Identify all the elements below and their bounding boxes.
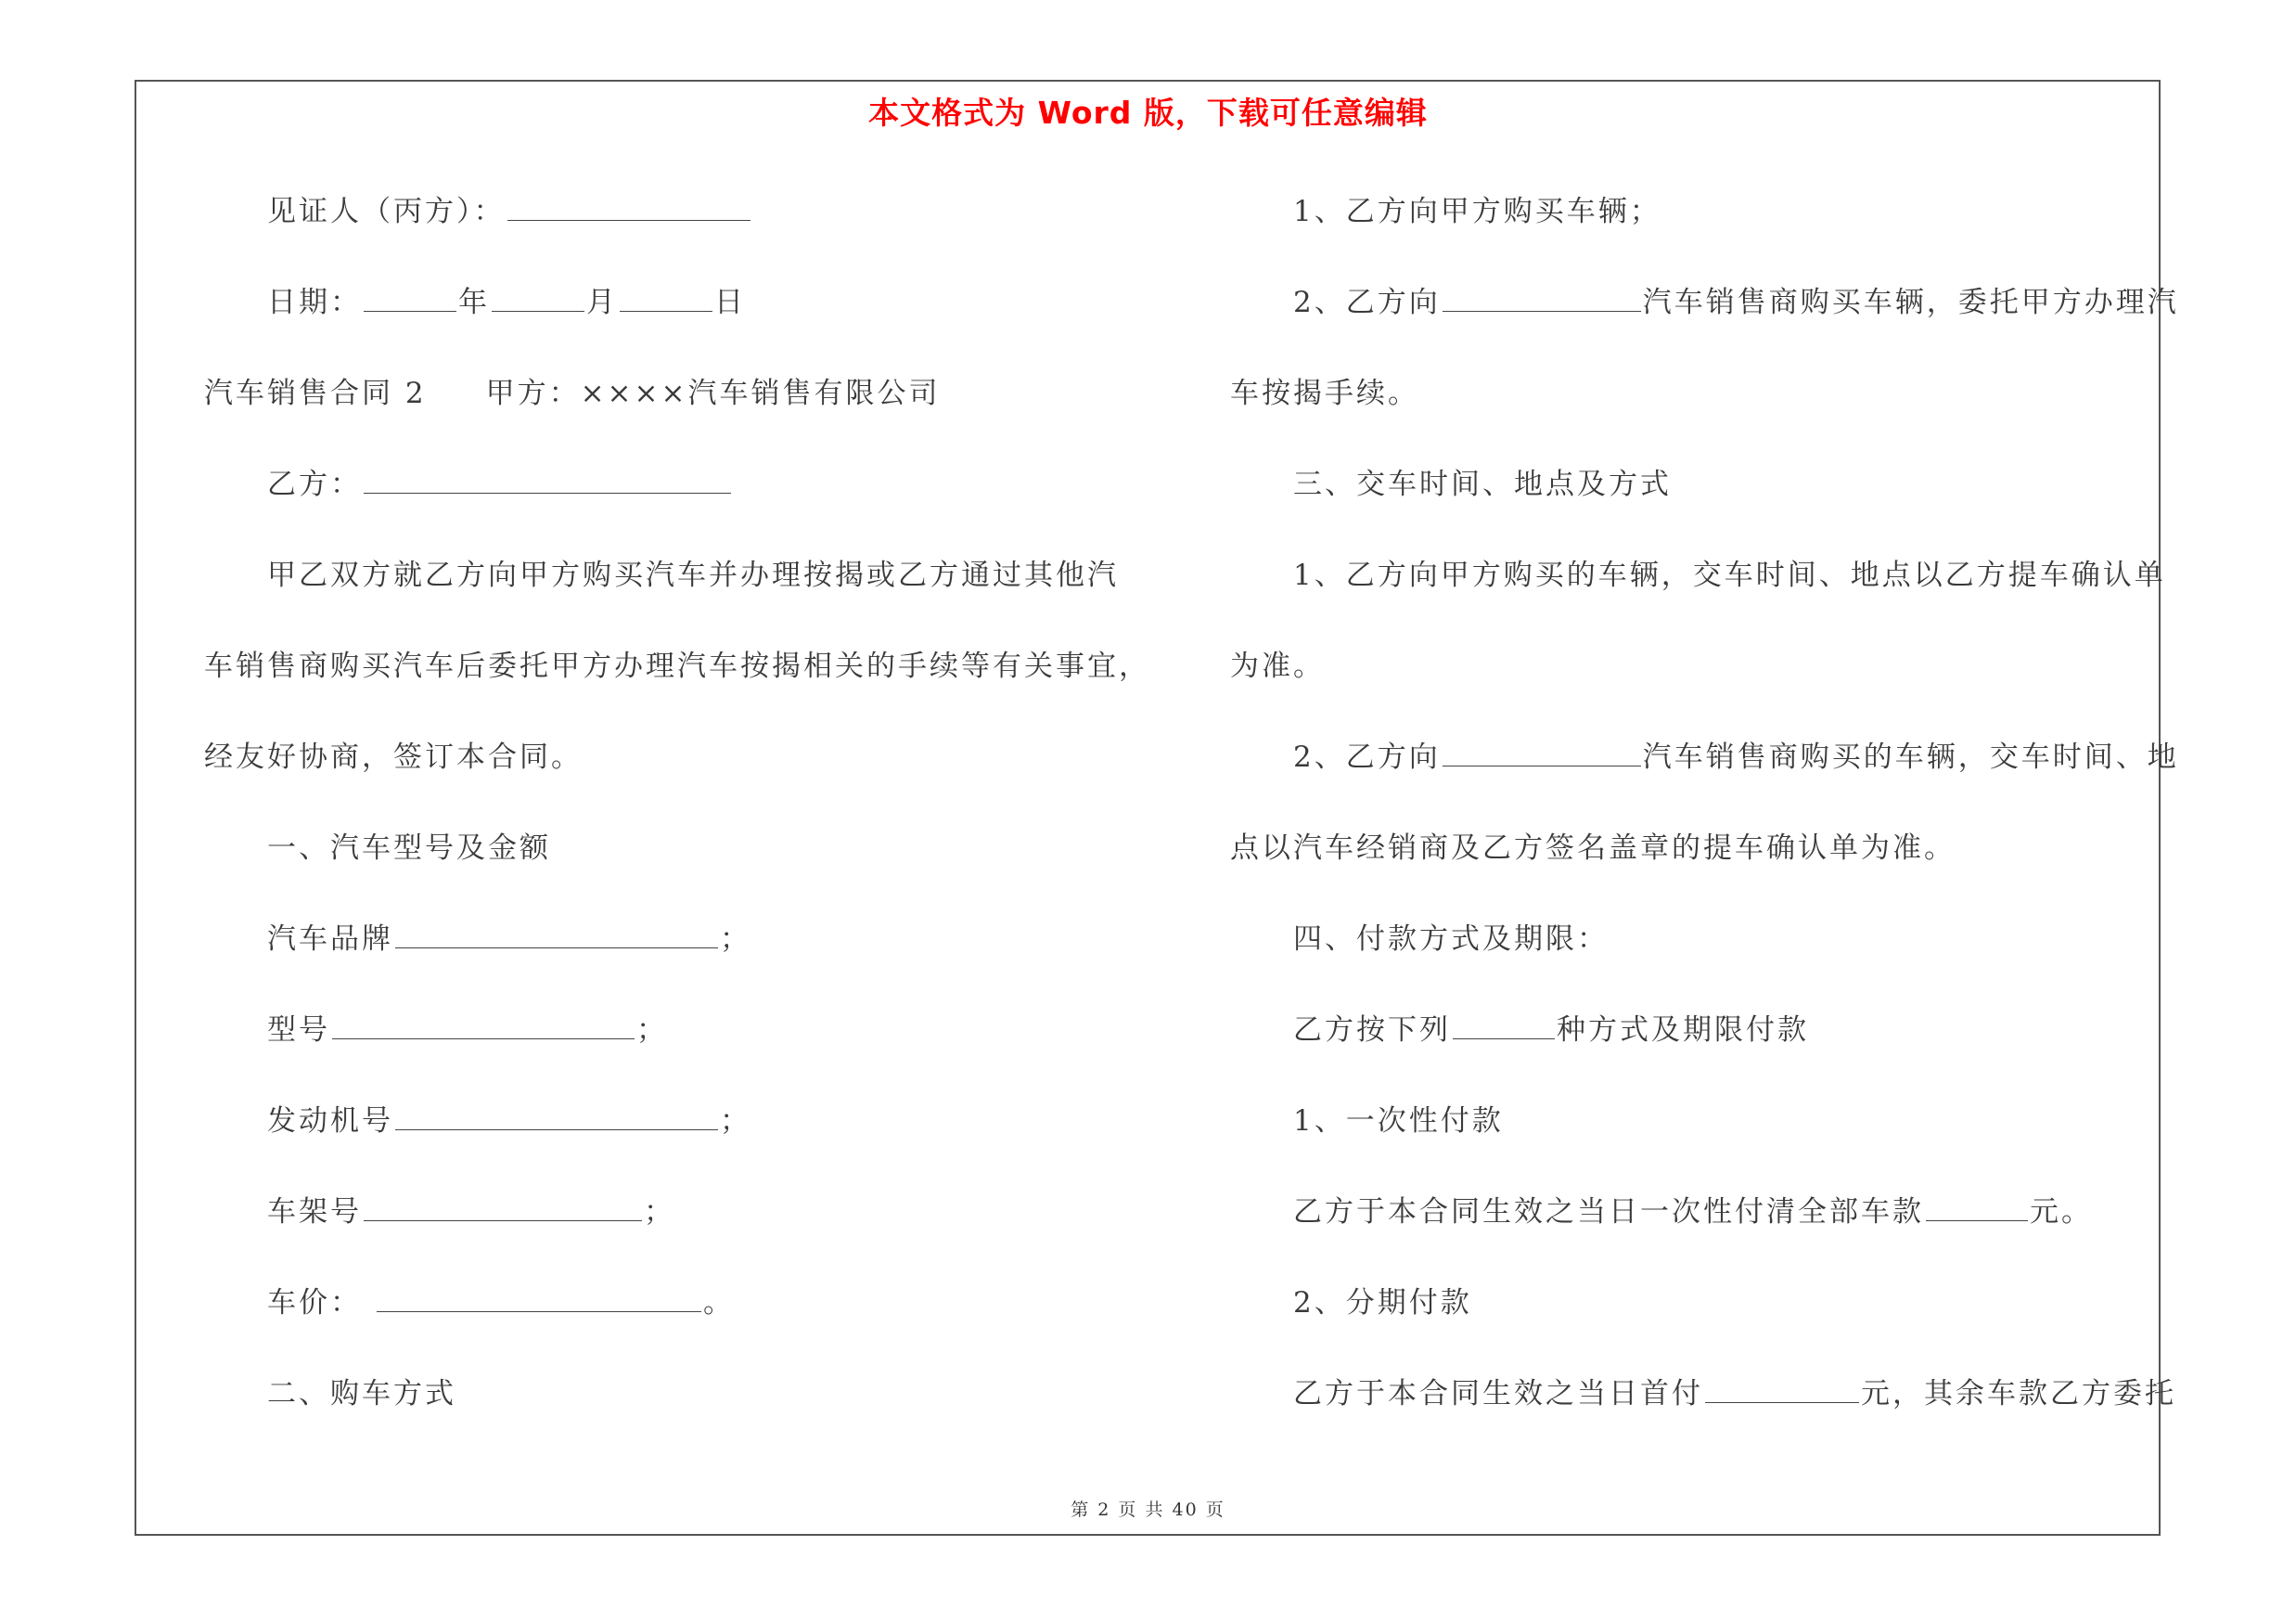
model-blank	[332, 1014, 635, 1039]
payment-1-suffix: 元。	[2030, 1195, 2093, 1229]
month-blank	[492, 287, 584, 312]
brand-blank	[395, 923, 718, 948]
section-1-heading: 一、汽车型号及金额	[267, 831, 551, 865]
payment-2-prefix: 乙方于本合同生效之当日首付	[1293, 1377, 1703, 1410]
frame-label: 车架号	[267, 1195, 362, 1229]
payment-1-text	[1230, 1193, 2093, 1230]
engine-blank	[395, 1105, 718, 1130]
party-b-label: 乙方：	[267, 468, 362, 501]
brand-semicolon: ；	[720, 922, 751, 956]
delivery-2-line-2: 点以汽车经销商及乙方签名盖章的提车确认单为准。	[1230, 831, 1956, 865]
delivery-2-line-1	[1230, 739, 2179, 776]
year-blank	[364, 287, 456, 312]
engine-semicolon: ；	[720, 1104, 751, 1138]
purchase-option-2	[1230, 284, 2179, 321]
down-payment-blank	[1705, 1378, 1859, 1403]
intro-line-2: 车销售商购买汽车后委托甲方办理汽车按揭相关的手续等有关事宜，	[204, 650, 1150, 683]
day-blank	[620, 287, 712, 312]
frame-line	[204, 1193, 675, 1230]
brand-label: 汽车品牌	[267, 922, 393, 956]
full-amount-blank	[1926, 1196, 2028, 1221]
dealer-blank-2	[1443, 741, 1641, 766]
model-semicolon: ；	[636, 1013, 668, 1047]
purchase-option-1: 1、乙方向甲方购买车辆；	[1293, 195, 1661, 228]
date-line	[204, 284, 746, 321]
payment-2-heading: 2、分期付款	[1293, 1286, 1472, 1320]
price-line	[204, 1284, 735, 1321]
price-blank	[377, 1287, 701, 1312]
contract-heading-line	[204, 375, 940, 412]
payment-1-heading: 1、一次性付款	[1293, 1104, 1504, 1138]
witness-line	[204, 193, 752, 230]
payment-1-prefix: 乙方于本合同生效之当日一次性付清全部车款	[1293, 1195, 1924, 1229]
payment-2-suffix: 元，其余车款乙方委托	[1861, 1377, 2176, 1410]
engine-line	[204, 1102, 751, 1140]
intro-line-3: 经友好协商，签订本合同。	[204, 741, 583, 774]
delivery-1-line-1: 1、乙方向甲方购买的车辆，交车时间、地点以乙方提车确认单	[1293, 559, 2166, 592]
month-label: 月	[586, 286, 618, 319]
date-label: 日期：	[267, 286, 362, 319]
engine-label: 发动机号	[267, 1104, 393, 1138]
purchase-option-2-cont: 车按揭手续。	[1230, 377, 1419, 410]
section-3-heading: 三、交车时间、地点及方式	[1293, 468, 1672, 501]
frame-semicolon: ；	[644, 1195, 675, 1229]
payment-method-prefix: 乙方按下列	[1293, 1013, 1451, 1047]
purchase-option-2-text: 汽车销售商购买车辆，委托甲方办理汽	[1642, 286, 2179, 319]
model-line	[204, 1011, 668, 1049]
contract-title: 汽车销售合同 2	[204, 377, 427, 410]
payment-2-text	[1230, 1375, 2176, 1412]
model-label: 型号	[267, 1013, 330, 1047]
year-label: 年	[458, 286, 490, 319]
party-a: 甲方：××××汽车销售有限公司	[485, 377, 941, 410]
section-2-heading: 二、购车方式	[267, 1377, 456, 1410]
delivery-2-prefix: 2、乙方向	[1293, 741, 1441, 774]
brand-line	[204, 921, 751, 958]
purchase-option-2-prefix: 2、乙方向	[1293, 286, 1441, 319]
party-b-line	[204, 466, 733, 503]
frame-blank	[364, 1196, 642, 1221]
party-b-blank	[364, 469, 731, 494]
intro-line-1: 甲乙双方就乙方向甲方购买汽车并办理按揭或乙方通过其他汽	[267, 559, 1119, 592]
dealer-blank-1	[1443, 287, 1641, 312]
payment-method-text: 种方式及期限付款	[1557, 1013, 1809, 1047]
witness-label: 见证人（丙方）：	[267, 195, 506, 228]
delivery-1-line-2: 为准。	[1230, 650, 1325, 683]
day-label: 日	[714, 286, 746, 319]
format-banner: 本文格式为 Word 版，下载可任意编辑	[868, 95, 1428, 131]
payment-method-blank	[1453, 1014, 1555, 1039]
delivery-2-text: 汽车销售商购买的车辆，交车时间、地	[1642, 741, 2179, 774]
price-label: 车价：	[267, 1286, 362, 1320]
page-footer: 第 2 页 共 40 页	[1071, 1500, 1225, 1520]
section-4-heading: 四、付款方式及期限：	[1293, 922, 1609, 956]
payment-method-line	[1230, 1011, 1809, 1049]
witness-blank	[507, 196, 750, 221]
price-period: 。	[703, 1286, 735, 1320]
